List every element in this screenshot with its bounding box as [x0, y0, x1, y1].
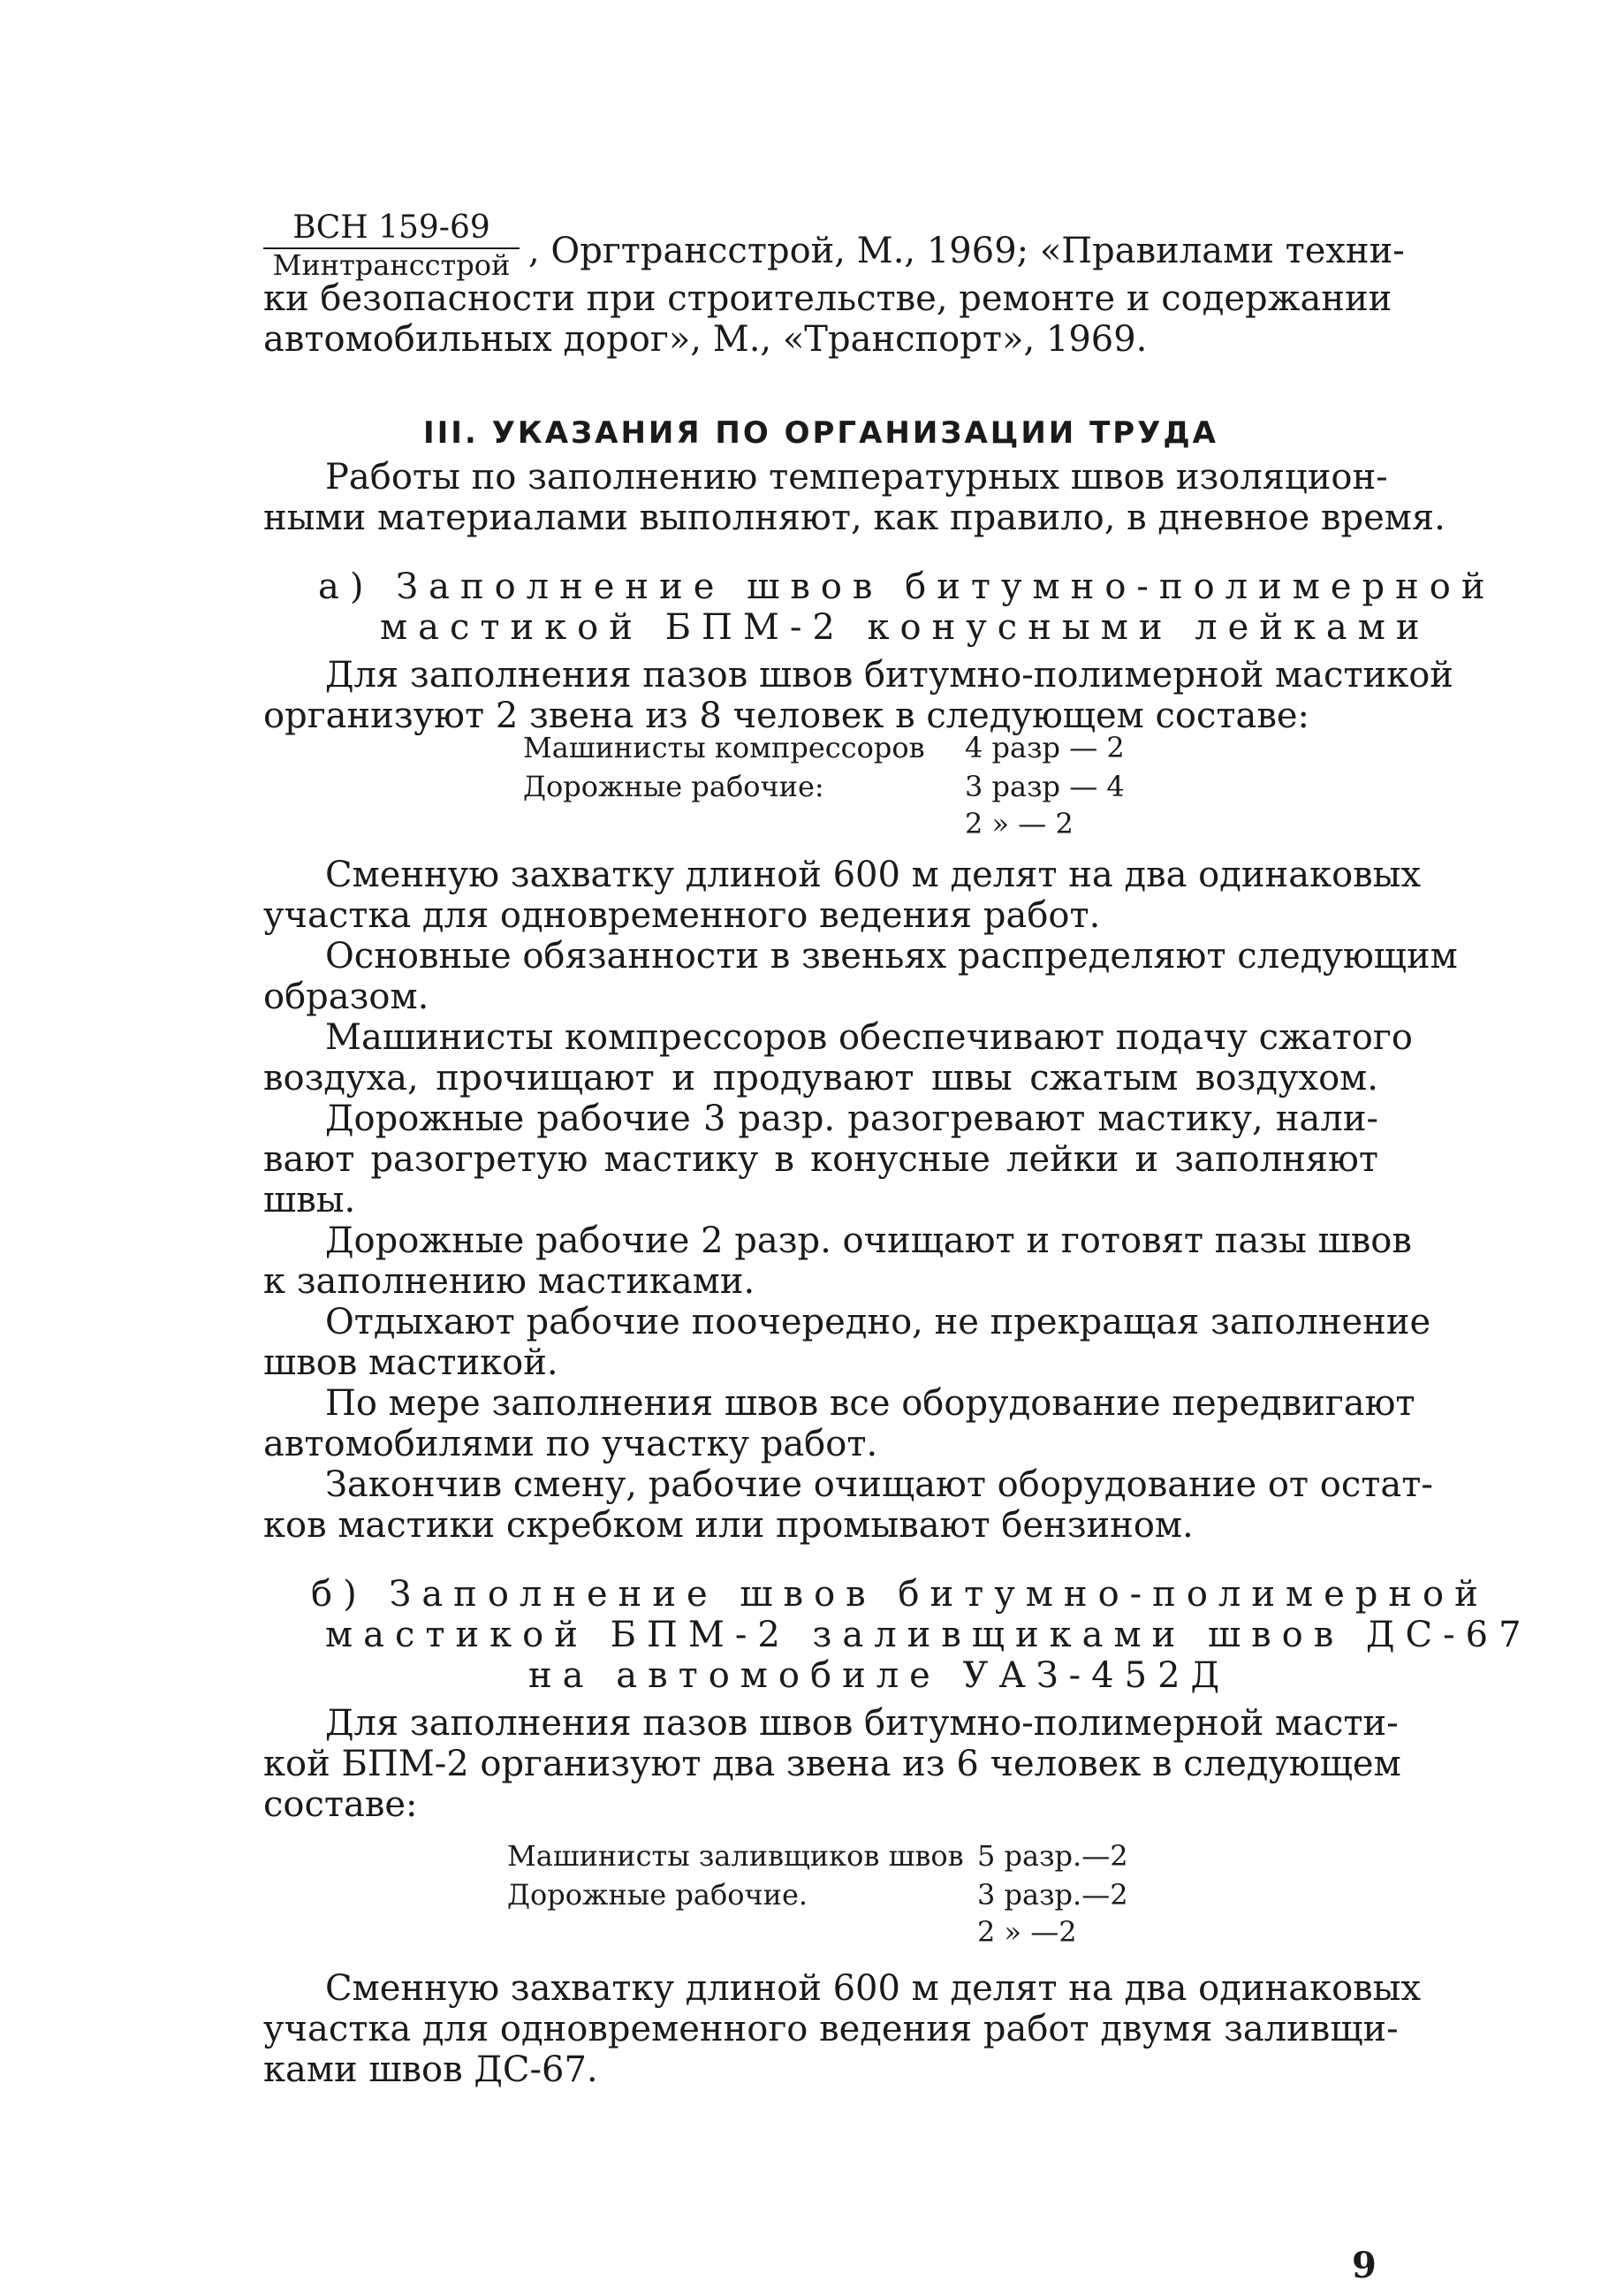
crew-value: 5 разр.—2	[977, 1839, 1128, 1873]
text-line: кой БПМ-2 организуют два звена из 6 человек в следующем	[263, 1744, 1401, 1784]
text-line: По мере заполнения швов все оборудование передвигают	[325, 1383, 1415, 1424]
text-line: Дорожные рабочие 3 разр. разогревают мастику, нали-	[325, 1099, 1378, 1139]
crew-value: 4 разр — 2	[965, 731, 1125, 764]
crew-role: Машинисты заливщиков швов	[507, 1839, 964, 1873]
text-line: Для заполнения пазов швов битумно-полимерной масти-	[325, 1703, 1399, 1744]
text-line: вают разогретую мастику в конусные лейки и заполняют	[263, 1139, 1378, 1180]
subsection-b-title: на автомобиле УАЗ-452Д	[528, 1655, 1231, 1696]
text-line: ки безопасности при строительстве, ремонте и содержании	[263, 278, 1392, 319]
text-line: составе:	[263, 1784, 418, 1825]
reference-numerator: ВСН 159-69	[263, 210, 520, 249]
text-line: Машинисты компрессоров обеспечивают подачу сжатого	[325, 1017, 1413, 1058]
text-line: к заполнению мастиками.	[263, 1261, 755, 1302]
text-line: Сменную захватку длиной 600 м делят на два одинаковых	[325, 1968, 1422, 2009]
text-line: Дорожные рабочие 2 разр. очищают и готовят пазы швов	[325, 1220, 1412, 1261]
text-line: ками швов ДС-67.	[263, 2049, 598, 2090]
text-line: образом.	[263, 977, 429, 1017]
text-line: Основные обязанности в звеньях распределяют следующим	[325, 936, 1458, 977]
crew-value: 3 разр — 4	[965, 770, 1125, 803]
text-line: участка для одновременного ведения работ двумя заливщи-	[263, 2009, 1399, 2049]
subsection-a-title: мастикой БПМ-2 конусными лейками	[380, 607, 1430, 648]
subsection-a-title: а) Заполнение швов битумно-полимерной	[318, 566, 1496, 607]
crew-value: 3 разр.—2	[977, 1878, 1128, 1912]
reference-text: , Оргтрансстрой, М., 1969; «Правилами техни-	[528, 231, 1405, 271]
crew-role: Машинисты компрессоров	[523, 731, 925, 764]
crew-role: Дорожные рабочие.	[507, 1878, 808, 1912]
text-line: автомобильных дорог», М., «Транспорт», 1969.	[263, 319, 1148, 360]
text-line: ными материалами выполняют, как правило, в дневное время.	[263, 498, 1445, 538]
section-heading: III. УКАЗАНИЯ ПО ОРГАНИЗАЦИИ ТРУДА	[422, 415, 1218, 451]
reference-denominator: Минтрансстрой	[272, 248, 511, 282]
text-line: организуют 2 звена из 8 человек в следующем составе:	[263, 696, 1310, 736]
subsection-b-title: мастикой БПМ-2 заливщиками швов ДС-67	[325, 1615, 1532, 1655]
subsection-b-title: б) Заполнение швов битумно-полимерной	[311, 1574, 1489, 1615]
text-line: участка для одновременного ведения работ.	[263, 895, 1101, 936]
text-line: Отдыхают рабочие поочередно, не прекращая заполнение	[325, 1302, 1431, 1342]
text-line: швы.	[263, 1180, 356, 1220]
text-line: автомобилями по участку работ.	[263, 1424, 878, 1464]
crew-role: Дорожные рабочие:	[523, 770, 824, 803]
text-line: воздуха, прочищают и продувают швы сжатым воздухом.	[263, 1058, 1378, 1099]
reference-fraction	[263, 210, 520, 281]
crew-value: 2 » — 2	[965, 807, 1074, 840]
text-line: швов мастикой.	[263, 1342, 558, 1383]
text-line: Сменную захватку длиной 600 м делят на два одинаковых	[325, 855, 1422, 895]
page-number: 9	[1352, 2245, 1377, 2286]
crew-value: 2 » —2	[977, 1915, 1077, 1949]
text-line: Для заполнения пазов швов битумно-полимерной мастикой	[325, 655, 1453, 696]
text-line: ков мастики скребком или промывают бензином.	[263, 1505, 1194, 1546]
text-line: Работы по заполнению температурных швов изоляцион-	[325, 457, 1388, 498]
text-line: Закончив смену, рабочие очищают оборудование от остат-	[325, 1464, 1433, 1505]
